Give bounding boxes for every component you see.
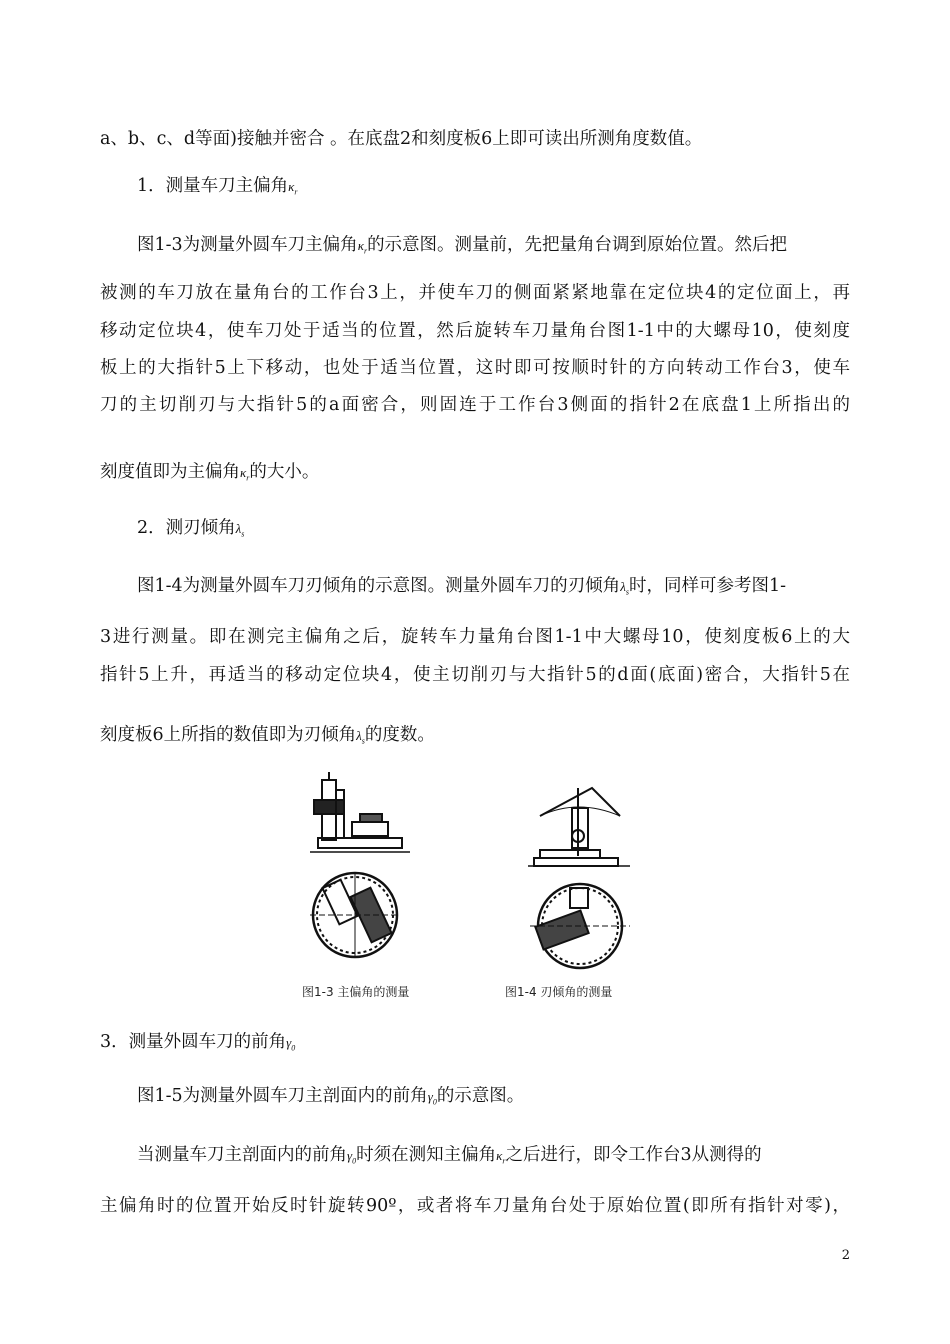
heading-text: 3．测量外圆车刀的前角 bbox=[100, 1032, 287, 1052]
paragraph-line: 指针5上升，再适当的移动定位块4，使主切削刃与大指针5的d面(底面)密合，大指针5在 bbox=[100, 665, 850, 685]
paragraph-line: 被测的车刀放在量角台的工作台3上，并使车刀的侧面紧紧地靠在定位块4的定位面上，再 bbox=[100, 283, 850, 303]
text: 图1-4为测量外圆车刀刃倾角的示意图。测量外圆车刀的刃倾角 bbox=[137, 576, 621, 596]
figure-1-3-caption: 图1-3 主偏角的测量 bbox=[302, 985, 410, 999]
gamma-symbol: $\gamma_0$ bbox=[427, 1089, 437, 1107]
heading-text: 1．测量车刀主偏角 bbox=[137, 176, 289, 196]
page-number: 2 bbox=[841, 1248, 850, 1263]
figure-1-4-caption: 图1-4 刃倾角的测量 bbox=[505, 985, 613, 999]
kappa-symbol: $\kappa_r$ bbox=[288, 179, 298, 197]
gamma-symbol: $\gamma_0$ bbox=[347, 1148, 357, 1166]
kappa-symbol: $\kappa_r$ bbox=[357, 238, 368, 256]
text: 的度数。 bbox=[364, 725, 435, 745]
paragraph-line bbox=[137, 1143, 762, 1174]
text: 时须在测知主偏角 bbox=[356, 1145, 497, 1165]
section-heading-1 bbox=[137, 174, 298, 205]
text: 图1-3为测量外圆车刀主偏角 bbox=[137, 235, 358, 255]
section-heading-3 bbox=[100, 1030, 295, 1061]
paragraph-line bbox=[137, 1084, 524, 1115]
paragraph-line: 3进行测量。即在测完主偏角之后，旋转车力量角台图1-1中大螺母10，使刻度板6上的大 bbox=[100, 627, 850, 647]
text: 刻度板6上所指的数值即为刃倾角 bbox=[100, 725, 357, 745]
paragraph-line: 主偏角时的位置开始反时针旋转90º，或者将车刀量角台处于原始位置(即所有指针对零)， bbox=[100, 1196, 850, 1216]
paragraph-line: 板上的大指针5上下移动，也处于适当位置，这时即可按顺时针的方向转动工作台3，使车 bbox=[100, 358, 850, 378]
text: 刻度值即为主偏角 bbox=[100, 462, 240, 482]
text: 的示意图。测量前，先把量角台调到原始位置。然后把 bbox=[367, 235, 788, 255]
figure-1-4-drawing bbox=[520, 778, 650, 973]
text: 的大小。 bbox=[249, 462, 320, 482]
paragraph-line bbox=[100, 127, 702, 151]
figure-1-3-drawing bbox=[300, 770, 420, 965]
text: 图1-5为测量外圆车刀主剖面内的前角 bbox=[137, 1086, 428, 1106]
lambda-symbol: $\lambda_s$ bbox=[620, 579, 629, 597]
text: 之后进行，即令工作台3从测得的 bbox=[505, 1145, 762, 1165]
paragraph-line: 移动定位块4，使车刀处于适当的位置，然后旋转车刀量角台图1-1中的大螺母10，使刻度 bbox=[100, 321, 850, 341]
text: 的示意图。 bbox=[436, 1086, 525, 1106]
lambda-symbol: $\lambda_s$ bbox=[356, 728, 365, 746]
heading-text: 2．测刃倾角 bbox=[137, 518, 236, 538]
paragraph-line bbox=[100, 723, 435, 754]
text: 时，同样可参考图1- bbox=[628, 576, 786, 596]
paragraph-line bbox=[137, 233, 787, 264]
kappa-symbol: $\kappa_r$ bbox=[240, 465, 250, 483]
paragraph-line bbox=[100, 460, 319, 491]
paragraph-line bbox=[137, 574, 786, 605]
section-heading-2 bbox=[137, 516, 244, 547]
paragraph-line: 刀的主切削刃与大指针5的a面密合，则固连于工作台3侧面的指针2在底盘1上所指出的 bbox=[100, 395, 850, 415]
kappa-symbol: $\kappa_r$ bbox=[496, 1148, 506, 1166]
text: a、b、c、d等面)接触并密合 。在底盘2和刻度板6上即可读出所测角度数值。 bbox=[100, 129, 703, 149]
text: 当测量车刀主剖面内的前角 bbox=[137, 1145, 347, 1165]
lambda-symbol: $\lambda_s$ bbox=[235, 521, 245, 539]
gamma-symbol: $\gamma_0$ bbox=[286, 1035, 296, 1053]
